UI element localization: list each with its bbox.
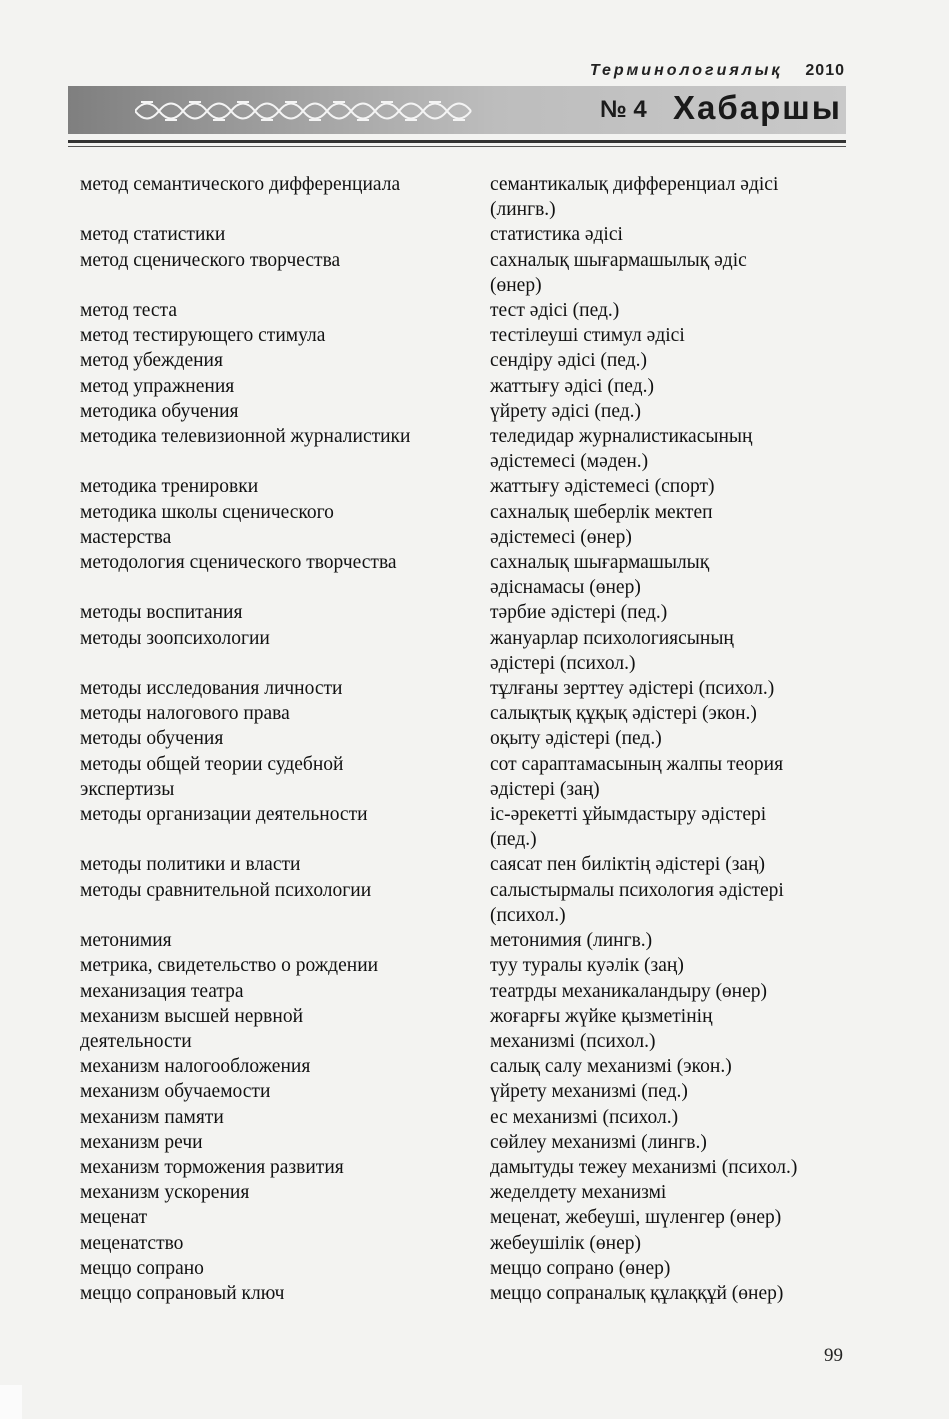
russian-term: методика обучения [80, 400, 239, 422]
russian-term: методика школы сценического мастерства [80, 501, 334, 548]
kazakh-term: іс-әрекетті ұйымдастыру әдістері (пед.) [490, 804, 767, 851]
kazakh-term: меценат, жебеуші, шүленгер (өнер) [490, 1207, 782, 1229]
kazakh-term: сахналық шығармашылық әдіснамасы (өнер) [490, 552, 710, 599]
kazakh-term: сахналық шығармашылық әдіс (өнер) [490, 249, 747, 296]
russian-term: метод упражнения [80, 375, 235, 397]
russian-term: методы сравнительной психологии [80, 879, 372, 901]
dictionary-entry [80, 1079, 850, 1104]
russian-term: метод тестирующего стимула [80, 325, 326, 347]
russian-term: механизм речи [80, 1131, 203, 1153]
journal-year: 2010 [805, 62, 845, 79]
dictionary-entry [80, 1004, 850, 1054]
russian-term: методика тренировки [80, 476, 259, 498]
kazakh-term: ес механизмі (психол.) [490, 1106, 679, 1128]
journal-title-line: Терминологиялық [589, 62, 783, 79]
dictionary-entry [80, 600, 850, 625]
kazakh-term: дамытуды тежеу механизмі (психол.) [490, 1156, 798, 1178]
kazakh-term: теледидар журналистикасының әдістемесі (мәден.) [490, 426, 753, 473]
kazakh-term: үйрету әдісі (пед.) [490, 400, 642, 422]
russian-term: метод теста [80, 300, 177, 322]
russian-term: методы общей теории судебной экспертизы [80, 753, 344, 800]
page-number: 99 [824, 1345, 843, 1366]
dictionary-entry [80, 1155, 850, 1180]
journal-name: Хабаршы [673, 89, 842, 126]
kazakh-term: метонимия (лингв.) [490, 930, 653, 952]
dictionary-entry [80, 726, 850, 751]
dictionary-entries [80, 172, 850, 1306]
dictionary-entry [80, 1205, 850, 1230]
kazakh-term: сендіру әдісі (пед.) [490, 350, 647, 372]
russian-term: метод статистики [80, 224, 226, 246]
issue-number: № 4 [600, 96, 647, 123]
dictionary-entry [80, 399, 850, 424]
russian-term: метод семантического дифференциала [80, 174, 401, 195]
russian-term: меценатство [80, 1232, 184, 1254]
kazakh-term: үйрету механизмі (пед.) [490, 1081, 688, 1103]
page-edge [0, 1385, 22, 1419]
russian-term: меццо сопрановый ключ [80, 1282, 285, 1304]
dictionary-entry [80, 424, 850, 474]
russian-term: методы исследования личности [80, 678, 343, 700]
dictionary-entry [80, 802, 850, 852]
russian-term: механизм налогообложения [80, 1056, 311, 1078]
dictionary-entry [80, 348, 850, 373]
kazakh-term: театрды механикаландыру (өнер) [490, 980, 768, 1002]
russian-term: методы зоопсихологии [80, 627, 270, 649]
kazakh-term: жануарлар психологиясының әдістері (психол.) [490, 627, 734, 674]
dictionary-entry [80, 1105, 850, 1130]
dictionary-entry [80, 852, 850, 877]
kazakh-term: тест әдісі (пед.) [490, 300, 620, 322]
dictionary-entry [80, 1281, 850, 1306]
ornament-pattern-icon [135, 92, 480, 130]
russian-term: механизм обучаемости [80, 1081, 271, 1103]
russian-term: механизация театра [80, 980, 244, 1002]
dictionary-entry [80, 1054, 850, 1079]
russian-term: метонимия [80, 930, 172, 952]
kazakh-term: салық салу механизмі (экон.) [490, 1056, 732, 1078]
russian-term: механизм торможения развития [80, 1156, 344, 1178]
dictionary-entry [80, 752, 850, 802]
russian-term: методы воспитания [80, 602, 243, 624]
kazakh-term: жеделдету механизмі [490, 1182, 667, 1204]
kazakh-term: статистика әдісі [490, 224, 623, 246]
dictionary-entry [80, 1256, 850, 1281]
dictionary-entry [80, 248, 850, 298]
dictionary-entry [80, 928, 850, 953]
dictionary-entry [80, 878, 850, 928]
kazakh-term: жебеушілік (өнер) [490, 1232, 641, 1254]
dictionary-entry [80, 626, 850, 676]
russian-term: метод убеждения [80, 350, 223, 372]
dictionary-entry [80, 1180, 850, 1205]
dictionary-entry [80, 1231, 850, 1256]
dictionary-entry [80, 323, 850, 348]
header-rule-thin [68, 146, 846, 147]
kazakh-term: меццо сопрано (өнер) [490, 1257, 671, 1279]
kazakh-term: оқыту әдістері (пед.) [490, 728, 662, 750]
russian-term: методы обучения [80, 728, 224, 750]
kazakh-term: тәрбие әдістері (пед.) [490, 602, 668, 624]
russian-term: механизм памяти [80, 1106, 224, 1128]
kazakh-term: саясат пен биліктің әдістері (заң) [490, 854, 765, 876]
kazakh-term: салықтық құқық әдістері (экон.) [490, 703, 757, 725]
dictionary-entry [80, 979, 850, 1004]
dictionary-entry [80, 676, 850, 701]
kazakh-term: семантикалық дифференциал әдісі (лингв.) [490, 174, 779, 221]
dictionary-entry [80, 222, 850, 247]
russian-term: механизм высшей нервной деятельности [80, 1005, 304, 1052]
header-rule [68, 140, 846, 143]
kazakh-term: сот сараптамасының жалпы теория әдістері (заң) [490, 753, 784, 800]
russian-term: метрика, свидетельство о рождении [80, 955, 379, 977]
russian-term: методы налогового права [80, 703, 290, 725]
kazakh-term: жаттығу әдістемесі (спорт) [490, 476, 715, 498]
journal-header-label [590, 62, 845, 80]
kazakh-term: туу туралы куәлік (заң) [490, 955, 684, 977]
russian-term: методы организации деятельности [80, 804, 368, 826]
kazakh-term: сөйлеу механизмі (лингв.) [490, 1131, 707, 1153]
dictionary-entry [80, 172, 850, 222]
russian-term: меццо сопрано [80, 1257, 204, 1279]
kazakh-term: тұлғаны зерттеу әдістері (психол.) [490, 678, 775, 700]
dictionary-entry [80, 550, 850, 600]
kazakh-term: жаттығу әдісі (пед.) [490, 375, 654, 397]
dictionary-entry [80, 953, 850, 978]
kazakh-term: салыстырмалы психология әдістері (психол.) [490, 879, 784, 926]
dictionary-entry [80, 500, 850, 550]
dictionary-entry [80, 474, 850, 499]
russian-term: метод сценического творчества [80, 249, 341, 271]
kazakh-term: тестілеуші стимул әдісі [490, 325, 685, 347]
russian-term: методы политики и власти [80, 854, 301, 876]
russian-term: механизм ускорения [80, 1182, 250, 1204]
kazakh-term: сахналық шеберлік мектеп әдістемесі (өнер) [490, 501, 713, 548]
kazakh-term: жоғарғы жүйке қызметінің механизмі (психол.) [490, 1005, 713, 1052]
russian-term: методика телевизионной журналистики [80, 426, 411, 448]
dictionary-entry [80, 374, 850, 399]
dictionary-entry [80, 298, 850, 323]
russian-term: меценат [80, 1207, 148, 1229]
russian-term: методология сценического творчества [80, 552, 397, 574]
dictionary-entry [80, 1130, 850, 1155]
kazakh-term: меццо сопраналық құлаққұй (өнер) [490, 1282, 784, 1304]
dictionary-entry [80, 701, 850, 726]
